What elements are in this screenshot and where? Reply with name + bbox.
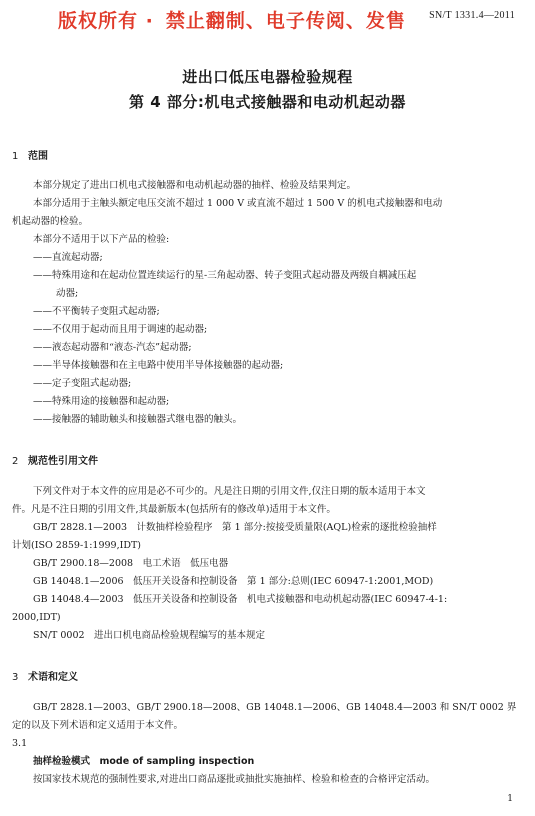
document-code: SN/T 1331.4—2011 (429, 10, 515, 21)
paragraph: 下列文件对于本文件的应用是必不可少的。凡是注日期的引用文件,仅注日期的版本适用于本文 (33, 486, 426, 497)
title-line-1: 进出口低压电器检验规程 (182, 68, 353, 86)
reference-item: SN/T 0002 进出口机电商品检验规程编写的基本规定 (33, 630, 266, 641)
list-item: ——接触器的辅助触头和接触器式继电器的触头。 (33, 414, 243, 425)
page-number: 1 (507, 794, 513, 804)
title-line-2: 第 4 部分:机电式接触器和电动机起动器 (129, 93, 406, 111)
list-item: ——直流起动器; (33, 252, 103, 263)
list-item: ——不仅用于起动而且用于调速的起动器; (33, 324, 208, 335)
watermark-part1: 版权所有 · (58, 10, 154, 32)
reference-item: 2000,IDT) (12, 612, 61, 623)
reference-item: 计划(ISO 2859-1:1999,IDT) (12, 540, 142, 551)
list-item: ——特殊用途的接触器和起动器; (33, 396, 170, 407)
paragraph: 本部分不适用于以下产品的检验: (33, 234, 170, 245)
list-item: ——不平衡转子变阻式起动器; (33, 306, 160, 317)
watermark (58, 6, 406, 33)
list-item: ——定子变阻式起动器; (33, 378, 132, 389)
term-definition: 按国家技术规范的强制性要求,对进出口商品逐批或抽批实施抽样、检验和检查的合格评定活动。 (33, 774, 436, 785)
term-heading: 抽样检验模式 mode of sampling inspection (33, 756, 255, 767)
list-item: ——特殊用途和在起动位置连续运行的星-三角起动器、转子变阻式起动器及两级自耦减压起 (33, 270, 417, 281)
section-1-heading: 1 范围 (12, 151, 48, 162)
list-item: ——液态起动器和“液态-汽态”起动器; (33, 342, 192, 353)
list-item: 动器; (56, 288, 79, 299)
reference-item: GB 14048.4—2003 低压开关设备和控制设备 机电式接触器和电动机起动器(IEC 60947-4-1: (33, 594, 448, 605)
reference-item: GB/T 2900.18—2008 电工术语 低压电器 (33, 558, 229, 569)
subsection-number: 3.1 (12, 738, 28, 749)
paragraph: 本部分适用于主触头额定电压交流不超过 1 000 V 或直流不超过 1 500 V 的机电式接触器和电动 (33, 198, 443, 209)
paragraph: 件。凡是不注日期的引用文件,其最新版本(包括所有的修改单)适用于本文件。 (12, 504, 336, 515)
paragraph: GB/T 2828.1—2003、GB/T 2900.18—2008、GB 14048.1—2006、GB 14048.4—2003 和 SN/T 0002 界 (33, 702, 517, 713)
paragraph: 本部分规定了进出口机电式接触器和电动机起动器的抽样、检验及结果判定。 (33, 180, 357, 191)
list-item: ——半导体接触器和在主电路中使用半导体接触器的起动器; (33, 360, 284, 371)
section-2-heading: 2 规范性引用文件 (12, 456, 98, 467)
paragraph: 机起动器的检验。 (12, 216, 89, 227)
reference-item: GB/T 2828.1—2003 计数抽样检验程序 第 1 部分:按接受质量限(AQL)检索的逐批检验抽样 (33, 522, 437, 533)
reference-item: GB 14048.1—2006 低压开关设备和控制设备 第 1 部分:总则(IEC 60947-1:2001,MOD) (33, 576, 434, 587)
section-3-heading: 3 术语和定义 (12, 672, 78, 683)
watermark-part2: 禁止翻制、电子传阅、发售 (165, 10, 406, 32)
paragraph: 定的以及下列术语和定义适用于本文件。 (12, 720, 184, 731)
